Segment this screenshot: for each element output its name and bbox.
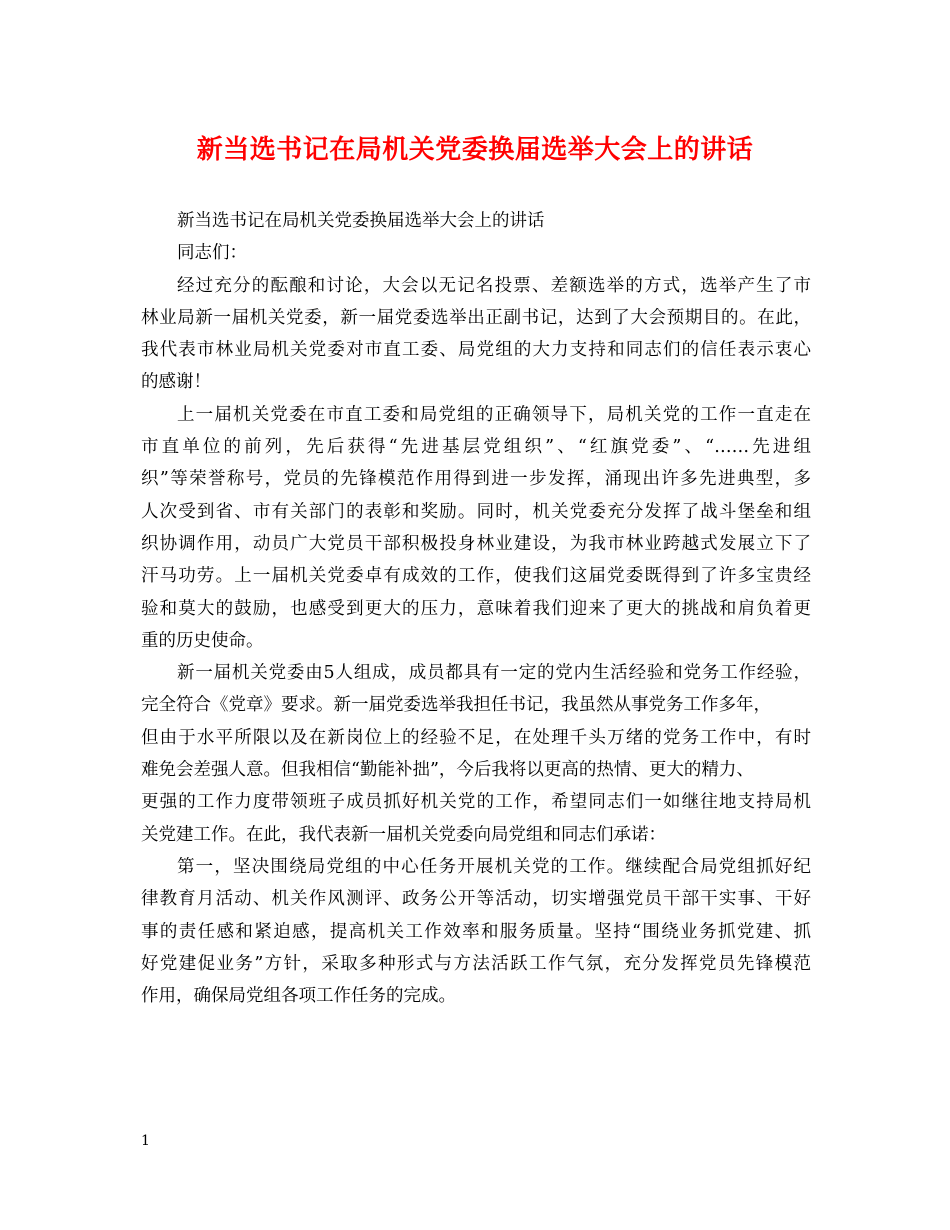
document-body [141, 205, 811, 1012]
body-line: 完全符合《党章》要求。新一届党委选举我担任书记，我虽然从事党务工作多年， [141, 695, 771, 716]
body-line: 第一，坚决围绕局党组的中心任务开展机关党的工作。继续配合局党组抓好纪 [177, 856, 811, 877]
body-line: 作用，确保局党组各项工作任务的完成。 [141, 986, 456, 1007]
body-line: 织”等荣誉称号，党员的先锋模范作用得到进一步发挥，涌现出许多先进典型，多 [141, 469, 811, 490]
body-line: 经过充分的酝酿和讨论，大会以无记名投票、差额选举的方式，选举产生了市 [177, 275, 811, 296]
body-line: 汗马功劳。上一届机关党委卓有成效的工作，使我们这届党委既得到了许多宝贵经 [141, 566, 811, 587]
document-title: 新当选书记在局机关党委换届选举大会上的讲话 [196, 135, 754, 165]
body-line: 市直单位的前列，先后获得“先进基层党组织”、“红旗党委”、“……先进组 [141, 437, 811, 458]
body-line: 事的责任感和紧迫感，提高机关工作效率和服务质量。坚持“围绕业务抓党建、抓 [141, 921, 811, 942]
body-line: 重的历史使命。 [141, 630, 264, 651]
body-line: 人次受到省、市有关部门的表彰和奖励。同时，机关党委充分发挥了战斗堡垒和组 [141, 501, 811, 522]
body-line: 同志们： [177, 243, 247, 264]
body-line: 我代表市林业局机关党委对市直工委、局党组的大力支持和同志们的信任表示衷心 [141, 340, 811, 361]
body-line: 但由于水平所限以及在新岗位上的经验不足，在处理千头万绪的党务工作中，有时 [141, 727, 811, 748]
body-line: 关党建工作。在此，我代表新一届机关党委向局党组和同志们承诺： [141, 824, 666, 845]
body-line: 林业局新一届机关党委，新一届党委选举出正副书记，达到了大会预期目的。在此， [141, 307, 811, 328]
body-line: 的感谢！ [141, 372, 211, 393]
body-line: 律教育月活动、机关作风测评、政务公开等活动，切实增强党员干部干实事、干好 [141, 889, 811, 910]
body-line: 难免会差强人意。但我相信“勤能补拙”，今后我将以更高的热情、更大的精力、 [141, 760, 754, 781]
page-number: 1 [141, 1133, 150, 1149]
body-line: 织协调作用，动员广大党员干部积极投身林业建设，为我市林业跨越式发展立下了 [141, 533, 811, 554]
body-line: 新一届机关党委由5人组成，成员都具有一定的党内生活经验和党务工作经验， [177, 663, 811, 684]
body-line: 验和莫大的鼓励，也感受到更大的压力，意味着我们迎来了更大的挑战和肩负着更 [141, 598, 811, 619]
body-line: 上一届机关党委在市直工委和局党组的正确领导下，局机关党的工作一直走在 [177, 404, 811, 425]
body-line: 好党建促业务”方针，采取多种形式与方法活跃工作气氛，充分发挥党员先锋模范 [141, 953, 811, 974]
body-line: 新当选书记在局机关党委换届选举大会上的讲话 [177, 211, 545, 231]
body-line: 更强的工作力度带领班子成员抓好机关党的工作，希望同志们一如继往地支持局机 [141, 792, 811, 813]
